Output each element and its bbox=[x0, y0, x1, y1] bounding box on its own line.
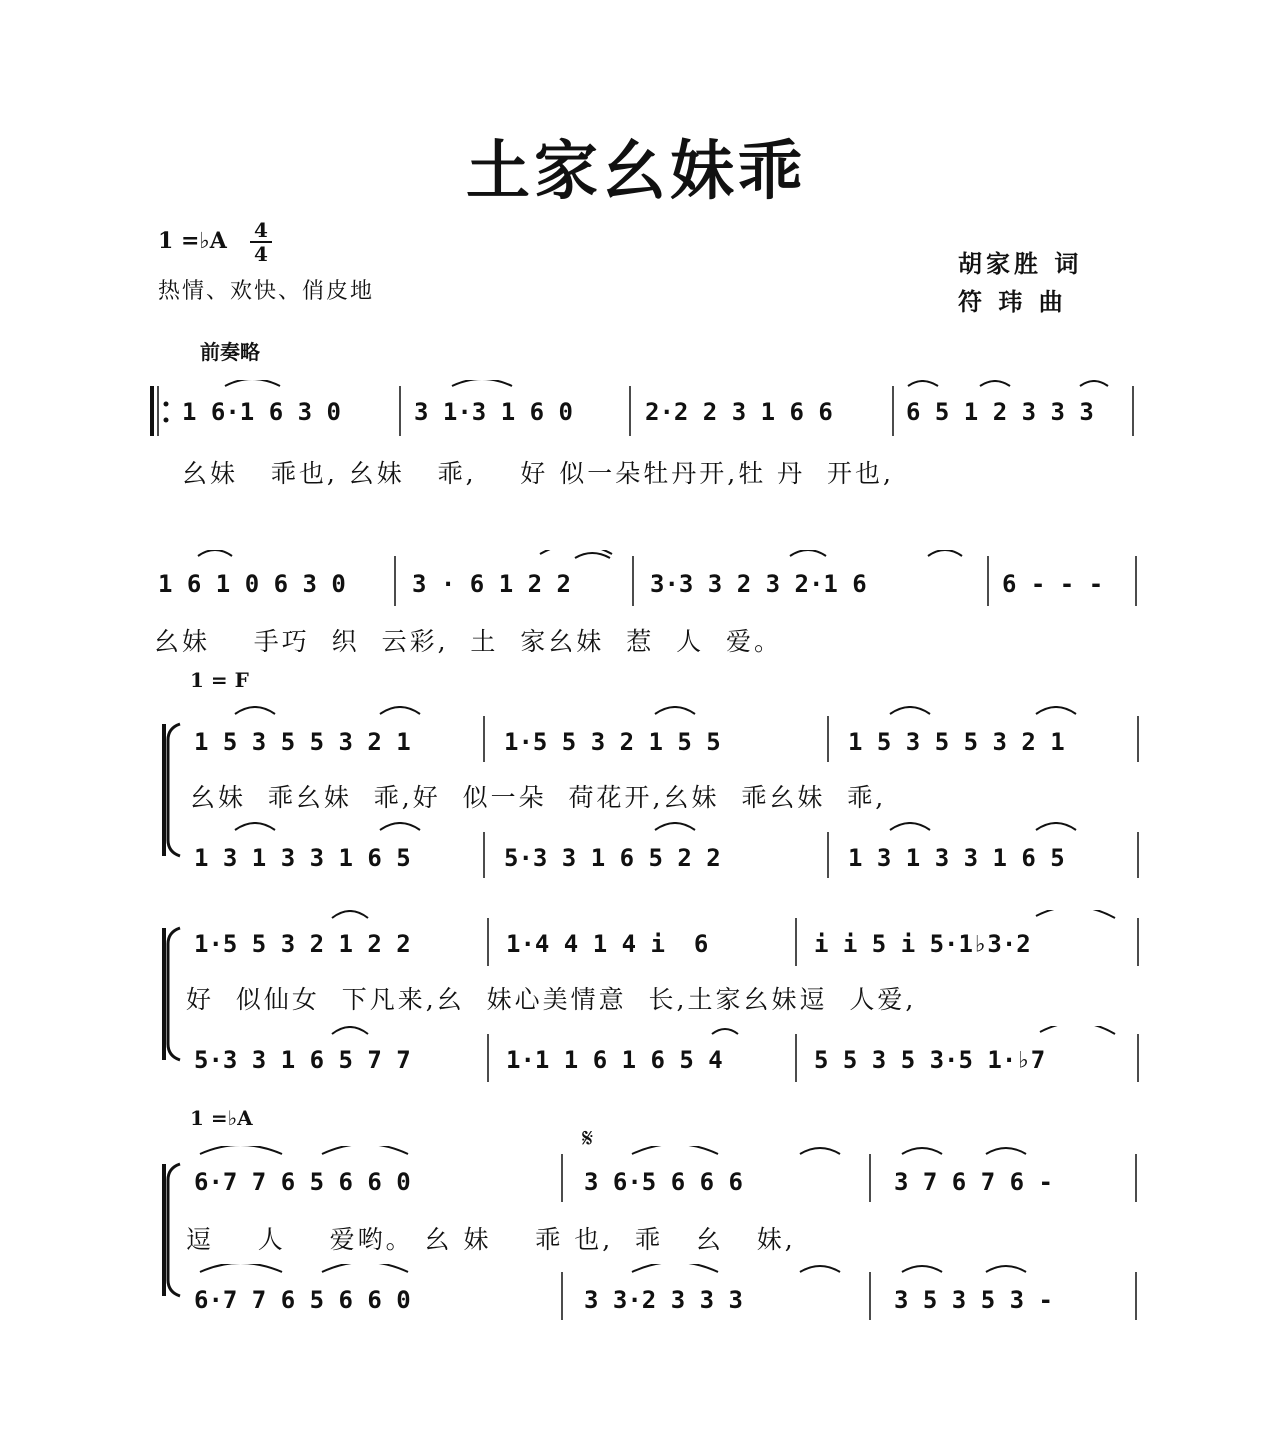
system-5-lower-measure-3: 3 5 3 5 3 - bbox=[894, 1286, 1053, 1314]
system-3-upper-measure-1: 1 5 3 5 5 3 2 1 bbox=[194, 728, 411, 756]
key-change-f: 1 = F bbox=[190, 668, 249, 692]
system-1-notes-row bbox=[0, 380, 1272, 440]
system-5-lyrics: 逗 人 爱哟。 幺 妹 乖 也, 乖 幺 妹, bbox=[186, 1225, 796, 1254]
composer-credit: 符 玮 曲 bbox=[958, 288, 1067, 316]
system-5-lower-measure-1: 6·7 7 6 5 6 6 0 bbox=[194, 1286, 411, 1314]
system-5-upper-measure-1: 6·7 7 6 5 6 6 0 bbox=[194, 1168, 411, 1196]
key-change-ab: 1 =♭A bbox=[190, 1106, 253, 1130]
segno-sign: 𝄋 bbox=[582, 1124, 594, 1154]
system-3-lyrics: 幺妹 乖幺妹 乖,好 似一朵 荷花开,幺妹 乖幺妹 乖, bbox=[190, 783, 887, 812]
system-3-lower-measure-3: 1 3 1 3 3 1 6 5 bbox=[848, 844, 1065, 872]
system-3-upper-measure-3: 1 5 3 5 5 3 2 1 bbox=[848, 728, 1065, 756]
system-1-measure-2: 3 1·3 1 6 0 bbox=[414, 398, 573, 426]
song-title: 土家幺妹乖 bbox=[466, 135, 806, 209]
time-signature-bottom: 4 bbox=[254, 242, 268, 266]
system-5-upper-measure-3: 3 7 6 7 6 - bbox=[894, 1168, 1053, 1196]
system-4-upper-measure-3: i i 5 i 5·1♭3·2 bbox=[814, 930, 1031, 958]
system-2-measure-2: 3 · 6 1 2 2 bbox=[412, 570, 571, 598]
system-4-lyrics: 好 似仙女 下凡来,幺 妹心美情意 长,土家幺妹逗 人爱, bbox=[186, 985, 917, 1014]
system-5-upper-row bbox=[0, 1146, 1272, 1206]
system-4-lower-measure-2: 1·1 1 6 1 6 5 4 bbox=[506, 1046, 723, 1074]
system-4-lower-measure-1: 5·3 3 1 6 5 7 7 bbox=[194, 1046, 411, 1074]
system-2-measure-1: 1 6 1 0 6 3 0 bbox=[158, 570, 346, 598]
system-3-lower-measure-2: 5·3 3 1 6 5 2 2 bbox=[504, 844, 721, 872]
system-5-lower-row bbox=[0, 1264, 1272, 1324]
time-signature-top: 4 bbox=[254, 218, 268, 242]
system-3-lower-row bbox=[0, 822, 1272, 882]
system-2-measure-4: 6 - - - bbox=[1002, 570, 1104, 598]
system-3-lower-measure-1: 1 3 1 3 3 1 6 5 bbox=[194, 844, 411, 872]
system-1-measure-3: 2·2 2 3 1 6 6 bbox=[645, 398, 833, 426]
system-4-upper-measure-2: 1·4 4 1 4 i 6 bbox=[506, 930, 709, 958]
system-2-notes-row bbox=[0, 550, 1272, 610]
system-4-lower-row bbox=[0, 1026, 1272, 1086]
system-1-measure-1: 1 6·1 6 3 0 bbox=[182, 398, 341, 426]
prelude-note: 前奏略 bbox=[200, 340, 260, 364]
system-3-upper-row bbox=[0, 706, 1272, 766]
tempo-marking: 热情、欢快、俏皮地 bbox=[158, 279, 375, 304]
system-2-lyrics: 幺妹 手巧 织 云彩, 土 家幺妹 惹 人 爱。 bbox=[154, 627, 782, 656]
system-4-upper-measure-1: 1·5 5 3 2 1 2 2 bbox=[194, 930, 411, 958]
system-5-lower-measure-2: 3 3·2 3 3 3 bbox=[584, 1286, 743, 1314]
system-2-measure-3: 3·3 3 2 3 2·1 6 bbox=[650, 570, 867, 598]
lyricist-credit: 胡家胜 词 bbox=[958, 250, 1083, 278]
system-1-measure-4: 6 5 1 2 3 3 3 bbox=[906, 398, 1094, 426]
system-4-lower-measure-3: 5 5 3 5 3·5 1·♭7 bbox=[814, 1046, 1046, 1074]
time-signature bbox=[250, 220, 272, 264]
system-4-upper-row bbox=[0, 910, 1272, 970]
key-signature: 1 =♭A bbox=[158, 228, 227, 254]
system-1-lyrics: 幺妹 乖也, 幺妹 乖, 好 似一朵牡丹开,牡 丹 开也, bbox=[182, 459, 894, 488]
system-3-upper-measure-2: 1·5 5 3 2 1 5 5 bbox=[504, 728, 721, 756]
system-5-upper-measure-2: 3 6·5 6 6 6 bbox=[584, 1168, 743, 1196]
